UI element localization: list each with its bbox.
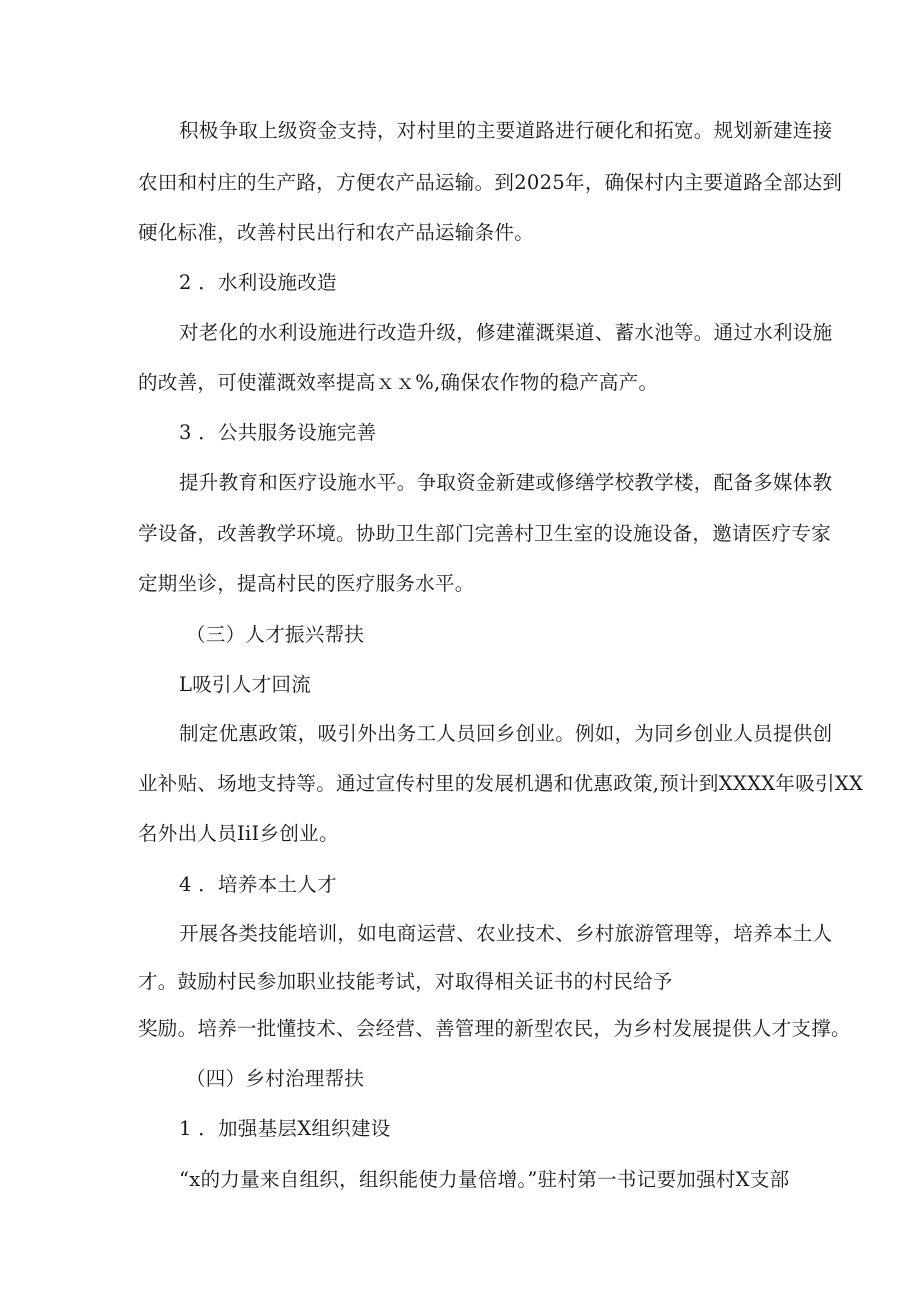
paragraph-line: 对老化的水利设施进行改造升级，修建灌溉渠道、蓄水池等。通过水利设施: [179, 321, 833, 344]
section-heading: 1 ．加强基层X组织建设: [179, 1117, 391, 1140]
section-heading: 2 ．水利设施改造: [179, 271, 337, 294]
paragraph-line: 提升教育和医疗设施水平。争取资金新建或修缮学校教学楼，配备多媒体教: [179, 471, 833, 494]
paragraph-line: 学设备，改善教学环境。协助卫生部门完善村卫生室的设施设备，邀请医疗专家: [138, 522, 832, 545]
section-heading: 4 ．培养本土人才: [179, 873, 337, 896]
section-heading: L吸引人才回流: [179, 673, 312, 696]
paragraph-line: 定期坐诊，提高村民的医疗服务水平。: [138, 572, 475, 595]
paragraph-line: 奖励。培养一批懂技术、会经营、善管理的新型农民，为乡村发展提供人才支撑。: [138, 1017, 851, 1040]
chapter-heading: （三）人才振兴帮扶: [186, 623, 365, 646]
chapter-heading: （四）乡村治理帮扶: [186, 1067, 365, 1090]
paragraph-line: 制定优惠政策，吸引外出务工人员回乡创业。例如，为同乡创业人员提供创: [179, 722, 833, 745]
paragraph-line: 硬化标准，改善村民出行和农产品运输条件。: [138, 221, 535, 244]
paragraph-line: “x的力量来自组织，组织能使力量倍增。”驻村第一书记要加强村X支部: [179, 1168, 790, 1191]
paragraph-line: 名外出人员IiI乡创业。: [138, 822, 339, 845]
paragraph-line: 的改善，可使灌溉效率提高ｘｘ%,确保农作物的稳产高产。: [138, 371, 659, 394]
paragraph-line: 积极争取上级资金支持，对村里的主要道路进行硬化和拓宽。规划新建连接: [179, 119, 833, 142]
paragraph-line: 开展各类技能培训，如电商运营、农业技术、乡村旅游管理等，培养本土人: [179, 922, 833, 945]
paragraph-line: 才。鼓励村民参加职业技能考试，对取得相关证书的村民给予: [138, 970, 673, 993]
paragraph-line: 业补贴、场地支持等。通过宣传村里的发展机遇和优惠政策,预计到XXXX年吸引XX: [138, 772, 864, 795]
paragraph-line: 农田和村庄的生产路，方便农产品运输。到2025年，确保村内主要道路全部达到: [138, 171, 843, 194]
section-heading: 3 ．公共服务设施完善: [179, 421, 377, 444]
